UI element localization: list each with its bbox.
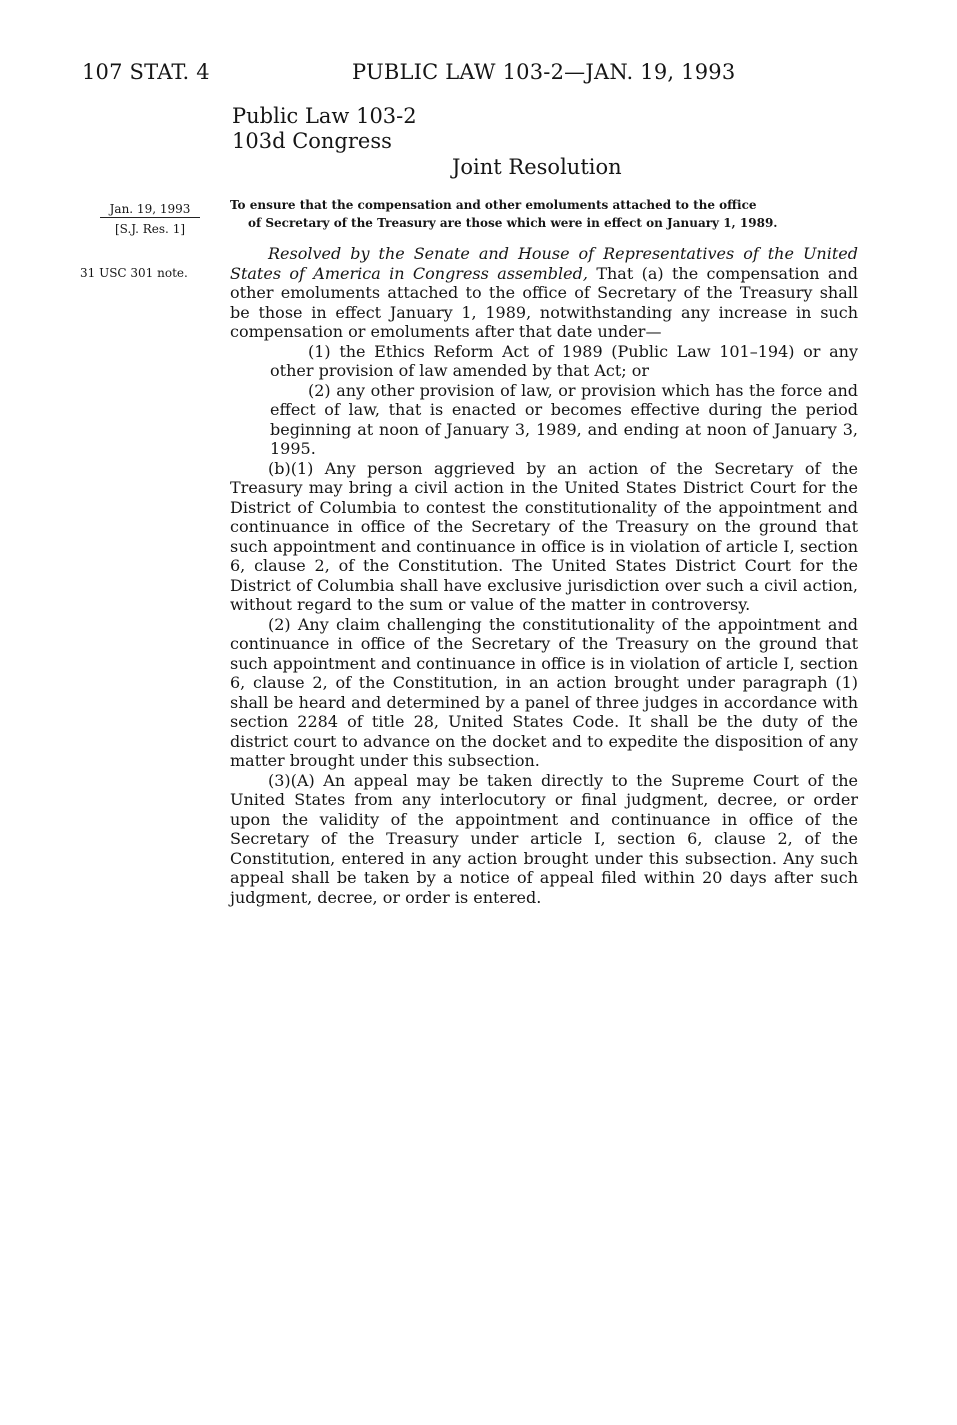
resolution-body <box>230 244 858 907</box>
paragraph-1: (1) the Ethics Reform Act of 1989 (Public Law 101–194) or any other provision of law amended by that Act; or <box>270 341 858 380</box>
joint-resolution-heading: Joint Resolution <box>452 155 622 179</box>
margin-date: Jan. 19, 1993 <box>100 202 200 218</box>
section-a: That (a) the compensation and other emoluments attached to the office of Secretary of the Treasury shall be those in effect January 1, 1989, notwithstanding any increase in such compensation or emoluments after that date under— <box>230 263 859 341</box>
stat-page-number: 107 STAT. 4 <box>82 60 210 84</box>
title-block <box>232 104 417 154</box>
running-header: PUBLIC LAW 103-2—JAN. 19, 1993 <box>352 60 736 84</box>
section-b-1: (b)(1) Any person aggrieved by an action of the Secretary of the Treasury may bring a civil action in the United States District Court for the District of Columbia to contest the constitutionality of the appointment and continuance in office of the Secretary of the Treasury on the ground that such appointment and continuance in office is in violation of article I, section 6, clause 2, of the Constitution. The United States District Court for the District of Columbia shall have exclusive jurisdiction over such a civil action, without regard to the sum or value of the matter in controversy. <box>230 458 858 614</box>
purpose-statement <box>230 196 860 232</box>
purpose-line-1: To ensure that the compensation and other emoluments attached to the office <box>230 198 757 212</box>
paragraph-2: (2) any other provision of law, or provision which has the force and effect of law, that is enacted or becomes effective during the period beginning at noon of January 3, 1989, and ending at noon of January 3, 1995. <box>270 380 858 458</box>
margin-resolution: [S.J. Res. 1] <box>114 222 186 236</box>
margin-usc-note: 31 USC 301 note. <box>80 266 188 280</box>
public-law-number: Public Law 103-2 <box>232 104 417 128</box>
section-b-3-a: (3)(A) An appeal may be taken directly to the Supreme Court of the United States from any interlocutory or final judgment, decree, or order upon the validity of the appointment and continuance in office of the Secretary of the Treasury under article I, section 6, clause 2, of the Constitution, entered in any action brought under this subsection. Any such appeal shall be taken by a notice of appeal filed within 20 days after such judgment, decree, or order is entered. <box>230 770 858 907</box>
section-b-2: (2) Any claim challenging the constitutionality of the appointment and continuance in office of the Secretary of the Treasury on the ground that such appointment and continuance in office is in violation of article I, section 6, clause 2, of the Constitution, in an action brought under paragraph (1) shall be heard and determined by a panel of three judges in accordance with section 2284 of title 28, United States Code. It shall be the duty of the district court to advance on the docket and to expedite the disposition of any matter brought under this subsection. <box>230 614 858 770</box>
resolving-clause-italic: Resolved by the Senate and House of Representatives of the United States of America in Congress assembled, <box>230 244 858 283</box>
purpose-line-2: of Secretary of the Treasury are those which were in effect on January 1, 1989. <box>248 216 778 230</box>
resolving-clause <box>230 244 858 342</box>
congress-number: 103d Congress <box>232 129 392 153</box>
